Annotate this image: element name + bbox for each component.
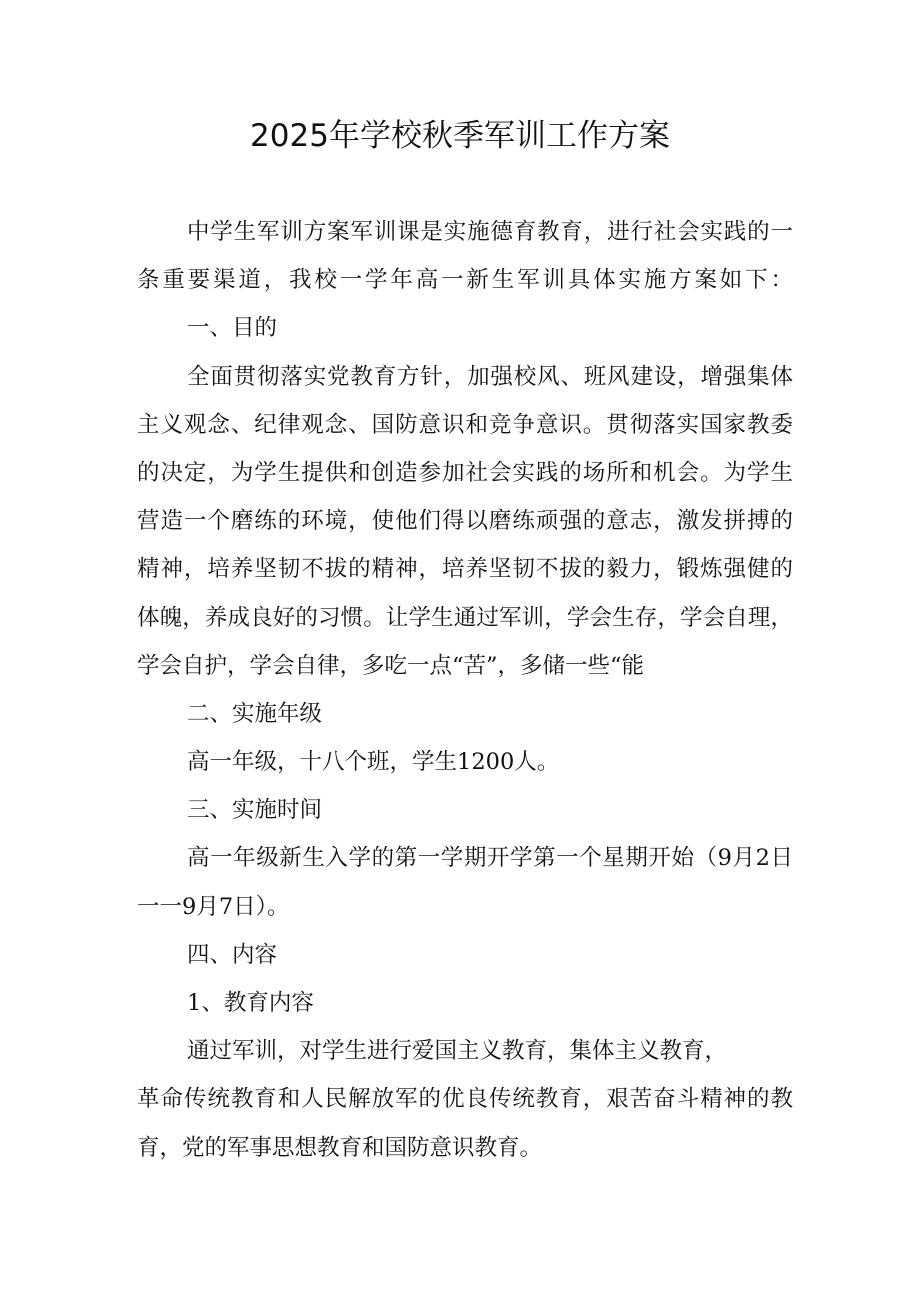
paragraph-line: 精神，培养坚韧不拔的精神，培养坚韧不拔的毅力，锻炼强健的 bbox=[137, 556, 793, 583]
section-heading-time: 三、实施时间 bbox=[187, 797, 323, 824]
section-heading-content: 四、内容 bbox=[187, 941, 278, 968]
document-body bbox=[137, 208, 793, 1172]
section-heading-purpose: 一、目的 bbox=[187, 315, 278, 342]
paragraph-line: 营造一个磨练的环境，使他们得以磨练顽强的意志，激发拼搏的 bbox=[137, 508, 793, 535]
section-heading-grade: 二、实施年级 bbox=[187, 700, 323, 727]
paragraph-line: 条重要渠道，我校一学年高一新生军训具体实施方案如下： bbox=[137, 267, 793, 294]
paragraph-line: 体魄，养成良好的习惯。让学生通过军训，学会生存，学会自理， bbox=[137, 604, 793, 631]
paragraph-line: 高一年级新生入学的第一学期开学第一个星期开始（9月2日 bbox=[187, 845, 793, 872]
paragraph-line: 学会自护，学会自律，多吃一点“苦”，多储一些“能 bbox=[137, 652, 645, 679]
paragraph-line: 全面贯彻落实党教育方针，加强校风、班风建设，增强集体 bbox=[187, 363, 793, 390]
paragraph-line: 中学生军训方案军训课是实施德育教育，进行社会实践的一 bbox=[187, 219, 793, 245]
paragraph-line: 主义观念、纪律观念、国防意识和竞争意识。贯彻落实国家教委 bbox=[137, 411, 793, 438]
paragraph-line: 通过军训，对学生进行爱国主义教育，集体主义教育， bbox=[187, 1038, 728, 1065]
subsection-heading-education: 1、教育内容 bbox=[187, 990, 314, 1016]
paragraph-line: 一一9月7日）。 bbox=[137, 893, 290, 920]
paragraph-line: 育，党的军事思想教育和国防意识教育。 bbox=[137, 1134, 543, 1161]
paragraph-line: 革命传统教育和人民解放军的优良传统教育，艰苦奋斗精神的教 bbox=[137, 1086, 793, 1113]
paragraph-line: 的决定，为学生提供和创造参加社会实践的场所和机会。为学生 bbox=[137, 459, 793, 486]
document-title: 2025年学校秋季军训工作方案 bbox=[250, 118, 670, 154]
paragraph-line: 高一年级，十八个班，学生1200人。 bbox=[187, 749, 560, 776]
